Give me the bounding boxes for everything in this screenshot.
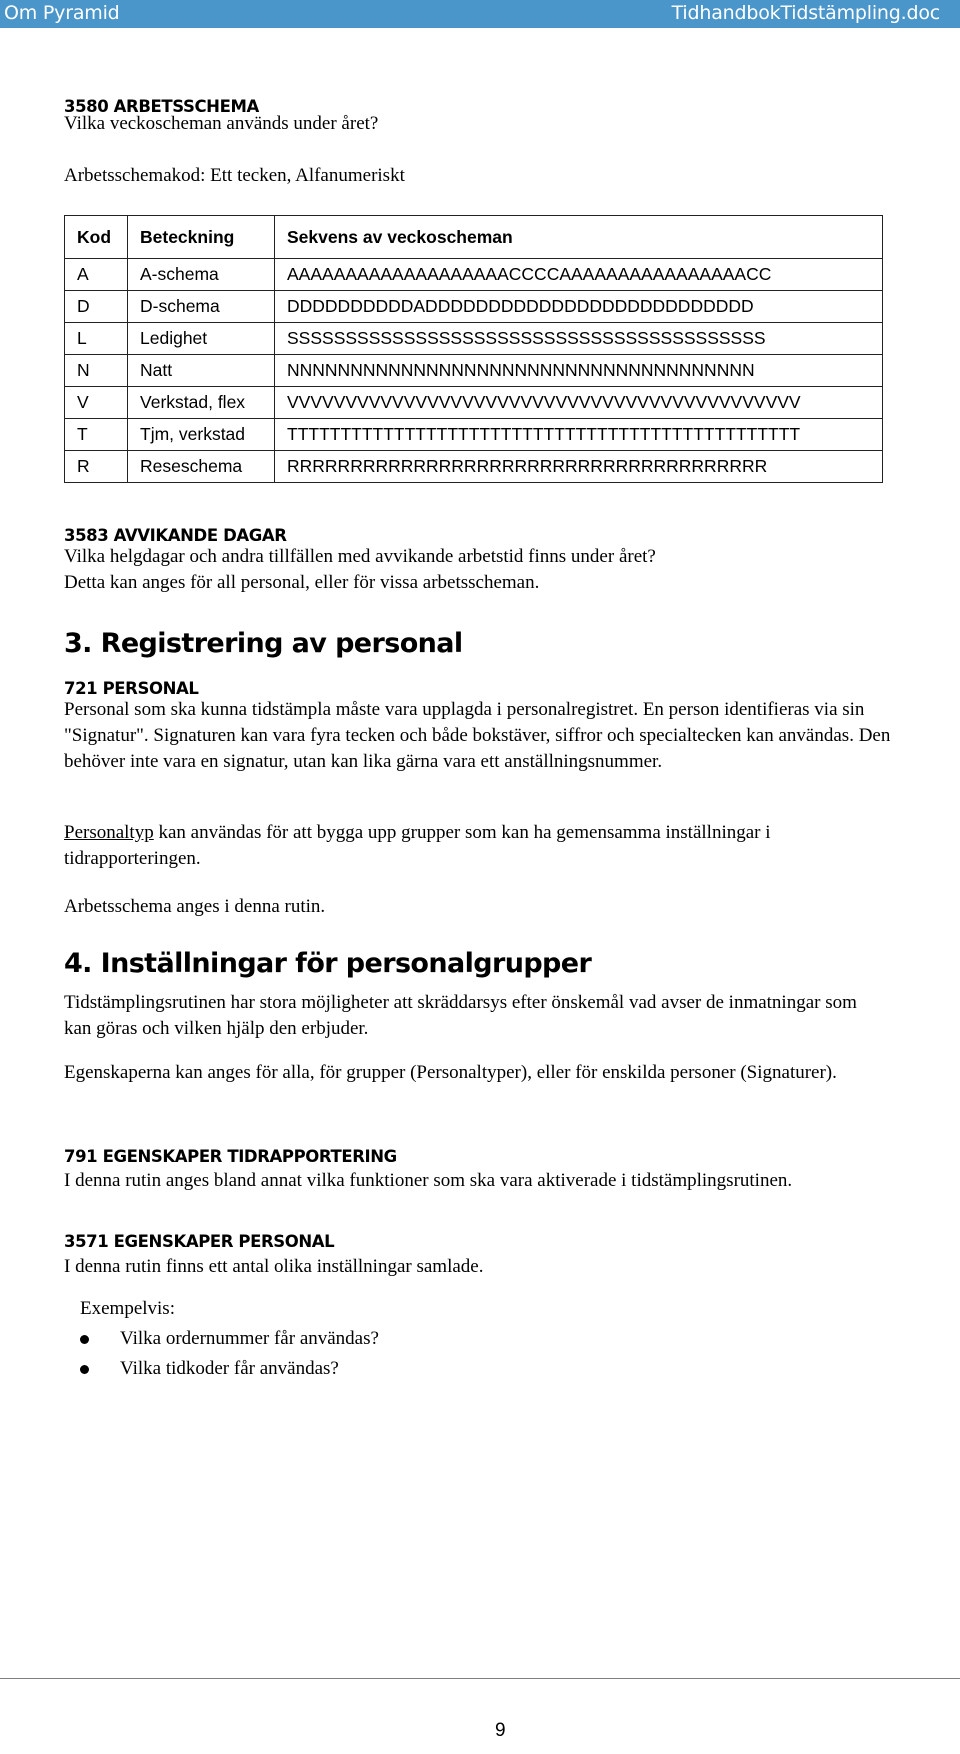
text-3571: I denna rutin finns ett antal olika inställningar samlade. <box>64 1256 484 1277</box>
table-row <box>65 419 883 451</box>
personaltyp-link[interactable]: Personaltyp <box>64 822 154 843</box>
schedule-table <box>64 215 883 483</box>
list-item <box>80 1354 780 1384</box>
text-721-personaltyp-rest: kan användas för att bygga upp grupper som kan ha gemensamma inställningar i tidrapporteringen. <box>64 822 771 869</box>
bullet-icon <box>80 1335 89 1344</box>
text-3583-question: Vilka helgdagar och andra tillfällen med avvikande arbetstid finns under året? <box>64 546 656 567</box>
header-doc-filename: TidhandbokTidstämpling.doc <box>671 2 940 24</box>
list-item <box>80 1324 780 1354</box>
cell-beteckning: Verkstad, flex <box>128 387 275 419</box>
cell-sekvens: TTTTTTTTTTTTTTTTTTTTTTTTTTTTTTTTTTTTTTTTTTTTTTTT <box>275 419 883 451</box>
cell-kod: V <box>65 387 128 419</box>
page-number: 9 <box>495 1720 506 1741</box>
heading-791: 791 EGENSKAPER TIDRAPPORTERING <box>64 1147 397 1166</box>
text-791: I denna rutin anges bland annat vilka funktioner som ska vara aktiverade i tidstämplingsrutinen. <box>64 1170 793 1191</box>
table-row <box>65 259 883 291</box>
cell-kod: L <box>65 323 128 355</box>
table-row <box>65 451 883 483</box>
list-item-text: Vilka ordernummer får användas? <box>120 1328 379 1349</box>
heading-3580: 3580 ARBETSSCHEMA <box>64 97 259 116</box>
cell-sekvens: SSSSSSSSSSSSSSSSSSSSSSSSSSSSSSSSSSSSSSSSS <box>275 323 883 355</box>
col-header-sekvens: Sekvens av veckoscheman <box>275 216 883 259</box>
bullet-icon <box>80 1365 89 1374</box>
section-3-heading: 3. Registrering av personal <box>64 628 463 659</box>
heading-721: 721 PERSONAL <box>64 679 199 698</box>
list-item-text: Vilka tidkoder får användas? <box>120 1358 339 1379</box>
cell-kod: R <box>65 451 128 483</box>
col-header-beteckning: Beteckning <box>128 216 275 259</box>
header-left-title: Om Pyramid <box>4 2 120 24</box>
cell-sekvens: DDDDDDDDDDADDDDDDDDDDDDDDDDDDDDDDDDDD <box>275 291 883 323</box>
cell-kod: N <box>65 355 128 387</box>
cell-beteckning: Natt <box>128 355 275 387</box>
text-section4-intro: Tidstämplingsrutinen har stora möjligheter att skräddarsys efter önskemål vad avser de inmatningar som kan göras och vilken hjälp den erbjuder. <box>64 992 857 1039</box>
col-header-kod: Kod <box>65 216 128 259</box>
cell-beteckning: Reseschema <box>128 451 275 483</box>
heading-3583: 3583 AVVIKANDE DAGAR <box>64 526 287 545</box>
text-3583-note: Detta kan anges för all personal, eller för vissa arbetsscheman. <box>64 572 540 593</box>
table-row <box>65 291 883 323</box>
example-list <box>80 1294 780 1384</box>
example-label: Exempelvis: <box>80 1298 175 1319</box>
cell-sekvens: VVVVVVVVVVVVVVVVVVVVVVVVVVVVVVVVVVVVVVVVVVVV <box>275 387 883 419</box>
cell-beteckning: D-schema <box>128 291 275 323</box>
page-header <box>0 0 960 28</box>
cell-kod: T <box>65 419 128 451</box>
footer-divider <box>0 1678 960 1679</box>
cell-beteckning: Ledighet <box>128 323 275 355</box>
cell-beteckning: A-schema <box>128 259 275 291</box>
cell-sekvens: AAAAAAAAAAAAAAAAAAACCCCAAAAAAAAAAAAAAAACC <box>275 259 883 291</box>
text-721-personaltyp <box>64 820 904 872</box>
cell-sekvens: NNNNNNNNNNNNNNNNNNNNNNNNNNNNNNNNNNNNN <box>275 355 883 387</box>
heading-3571: 3571 EGENSKAPER PERSONAL <box>64 1232 335 1251</box>
text-721-arbetsschema: Arbetsschema anges i denna rutin. <box>64 896 326 917</box>
text-section4-egenskaper: Egenskaperna kan anges för alla, för grupper (Personaltyper), eller för enskilda personer (Signaturer). <box>64 1062 837 1083</box>
cell-sekvens: RRRRRRRRRRRRRRRRRRRRRRRRRRRRRRRRRRRRRR <box>275 451 883 483</box>
text-3580-question: Vilka veckoscheman används under året? <box>64 113 379 134</box>
cell-kod: D <box>65 291 128 323</box>
text-721-personal: Personal som ska kunna tidstämpla måste vara upplagda i personalregistret. En person identifieras via sin "Signatur". Signaturen kan vara fyra tecken och både bokstäver, siffror och specialtecken kan användas. Den behöver inte vara en signatur, utan kan lika gärna vara ett anställningsnummer. <box>64 699 891 772</box>
section-4-heading: 4. Inställningar för personalgrupper <box>64 948 592 979</box>
text-3580-code-desc: Arbetsschemakod: Ett tecken, Alfanumeriskt <box>64 165 405 186</box>
table-row <box>65 355 883 387</box>
table-row <box>65 323 883 355</box>
cell-beteckning: Tjm, verkstad <box>128 419 275 451</box>
table-row <box>65 387 883 419</box>
cell-kod: A <box>65 259 128 291</box>
table-header-row <box>65 216 883 259</box>
